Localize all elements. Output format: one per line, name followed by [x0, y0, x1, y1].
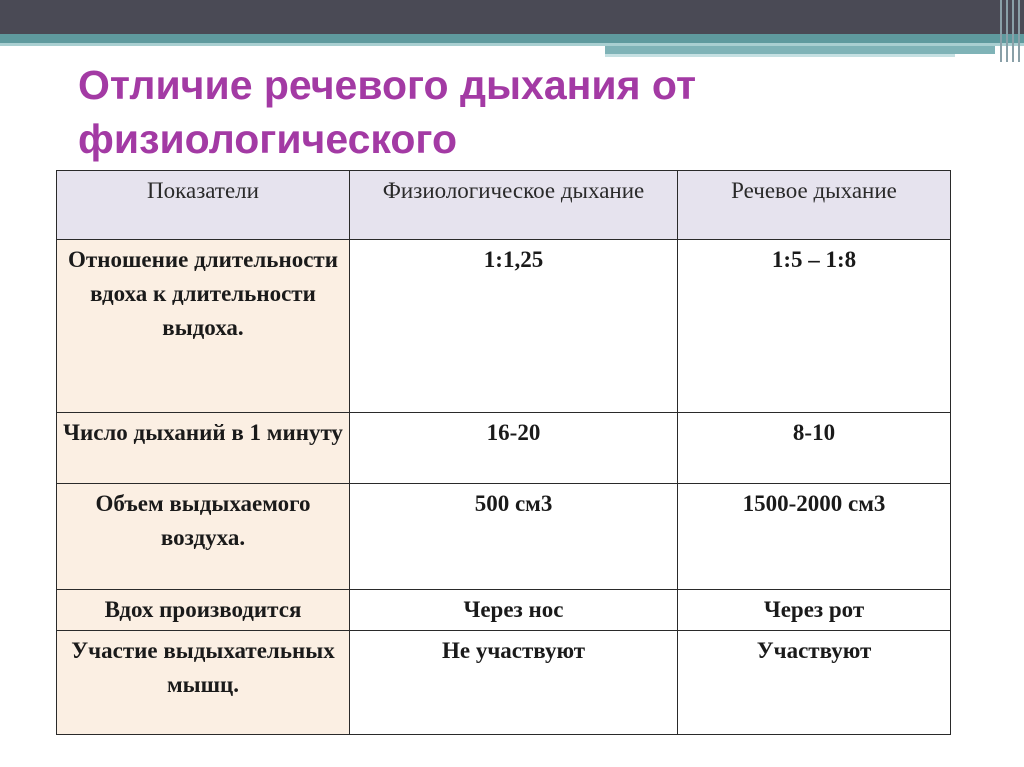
row-physiological-value: 16-20	[350, 413, 678, 484]
corner-decoration	[996, 0, 1024, 62]
row-physiological-value: Не участвуют	[350, 631, 678, 735]
header-indicators: Показатели	[57, 171, 350, 240]
comparison-table	[56, 170, 951, 735]
row-indicator: Отношение длительности вдоха к длительности выдоха.	[57, 240, 350, 413]
right-teal-stripe	[605, 46, 995, 54]
row-indicator: Участие выдыхательных мышц.	[57, 631, 350, 735]
row-speech-value: Участвуют	[678, 631, 951, 735]
header-speech: Речевое дыхание	[678, 171, 951, 240]
row-speech-value: 1:5 – 1:8	[678, 240, 951, 413]
header-physiological: Физиологическое дыхание	[350, 171, 678, 240]
table-row	[57, 240, 951, 413]
table-row	[57, 413, 951, 484]
row-physiological-value: 500 см3	[350, 484, 678, 590]
table-row	[57, 590, 951, 631]
row-speech-value: 1500-2000 см3	[678, 484, 951, 590]
top-dark-band	[0, 0, 1024, 34]
teal-stripe	[0, 34, 1024, 43]
slide-title: Отличие речевого дыхания от физиологического	[78, 62, 697, 162]
row-indicator: Число дыханий в 1 минуту	[57, 413, 350, 484]
row-physiological-value: 1:1,25	[350, 240, 678, 413]
table-header-row	[57, 171, 951, 240]
row-speech-value: 8-10	[678, 413, 951, 484]
row-indicator: Вдох производится	[57, 590, 350, 631]
table-row	[57, 631, 951, 735]
row-indicator: Объем выдыхаемого воздуха.	[57, 484, 350, 590]
table-row	[57, 484, 951, 590]
row-physiological-value: Через нос	[350, 590, 678, 631]
row-speech-value: Через рот	[678, 590, 951, 631]
right-light-stripe	[605, 54, 955, 57]
